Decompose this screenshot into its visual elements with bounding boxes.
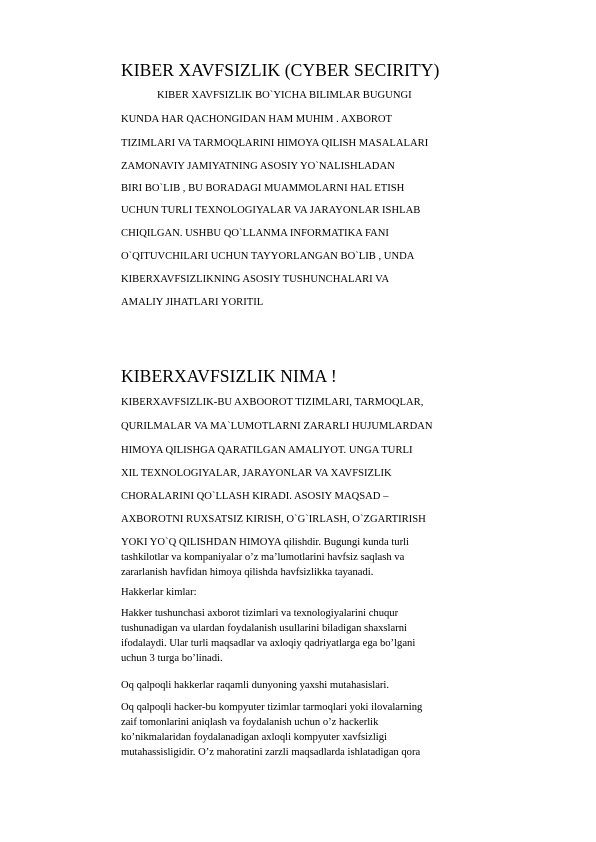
section1-line: KUNDA HAR QACHONGIDAN HAM MUHIM . AXBOROT xyxy=(121,114,393,125)
section2-line: uchun 3 turga bo’linadi. xyxy=(121,653,223,664)
section2-line: AXBOROTNI RUXSATSIZ KIRISH, O`G`IRLASH, O`ZGARTIRISH xyxy=(121,514,426,525)
section2-line: tashkilotlar va kompaniyalar o’z ma’lumotlarini havfsiz saqlash va xyxy=(121,552,405,563)
section2-line: tushunadigan va ulardan foydalanish usullarini biladigan shaxslarni xyxy=(121,623,407,634)
section2-line: YOKI YO`Q QILISHDAN HIMOYA qilishdir. Bugungi kunda turli xyxy=(121,537,409,548)
section2-line: zaif tomonlarini aniqlash va foydalanish uchun o’z hackerlik xyxy=(121,717,379,728)
section1-line: CHIQILGAN. USHBU QO`LLANMA INFORMATIKA FANI xyxy=(121,228,389,239)
section1-title: KIBER XAVFSIZLIK (CYBER SECIRITY) xyxy=(121,60,440,80)
section2-title: KIBERXAVFSIZLIK NIMA ! xyxy=(121,366,337,386)
section2-line: CHORALARINI QO`LLASH KIRADI. ASOSIY MAQSAD – xyxy=(121,491,389,502)
section1-line: TIZIMLARI VA TARMOQLARINI HIMOYA QILISH MASALALARI xyxy=(121,138,429,149)
section2-line: mutahassisligidir. O’z mahoratini zarzli maqsadlarda ishlatadigan qora xyxy=(121,747,421,758)
section1-line: KIBER XAVFSIZLIK BO`YICHA BILIMLAR BUGUNGI xyxy=(157,90,412,101)
section2-line: ifodalaydi. Ular turli maqsadlar va axloqiy qadriyatlarga ega bo’lgani xyxy=(121,638,416,649)
section2-line: KIBERXAVFSIZLIK-BU AXBOOROT TIZIMLARI, TARMOQLAR, xyxy=(121,397,424,408)
section1-line: BIRI BO`LIB , BU BORADAGI MUAMMOLARNI HAL ETISH xyxy=(121,183,405,194)
section2-line: zararlanish havfidan himoya qilishda havfsizlikka tayanadi. xyxy=(121,567,374,578)
section2-line: HIMOYA QILISHGA QARATILGAN AMALIYOT. UNGA TURLI xyxy=(121,445,413,456)
section1-line: AMALIY JIHATLARI YORITIL xyxy=(121,297,264,308)
section1-line: UCHUN TURLI TEXNOLOGIYALAR VA JARAYONLAR ISHLAB xyxy=(121,205,421,216)
section1-line: O`QITUVCHILARI UCHUN TAYYORLANGAN BO`LIB , UNDA xyxy=(121,251,415,262)
section1-line: ZAMONAVIY JAMIYATNING ASOSIY YO`NALISHLADAN xyxy=(121,161,395,172)
section2-line: Oq qalpoqli hacker-bu kompyuter tizimlar tarmoqlari yoki ilovalarning xyxy=(121,702,423,713)
section2-line: Oq qalpoqli hakkerlar raqamli dunyoning yaxshi mutahasislari. xyxy=(121,680,390,691)
section2-line: Hakker tushunchasi axborot tizimlari va texnologiyalarini chuqur xyxy=(121,608,399,619)
subheading-hakkerlar: Hakkerlar kimlar: xyxy=(121,587,197,598)
section2-line: ko’nikmalaridan foydalanadigan axloqli kompyuter xavfsizligi xyxy=(121,732,387,743)
section1-line: KIBERXAVFSIZLIKNING ASOSIY TUSHUNCHALARI VA xyxy=(121,274,390,285)
section2-line: QURILMALAR VA MA`LUMOTLARNI ZARARLI HUJUMLARDAN xyxy=(121,421,433,432)
section2-line: XIL TEXNOLOGIYALAR, JARAYONLAR VA XAVFSIZLIK xyxy=(121,468,392,479)
